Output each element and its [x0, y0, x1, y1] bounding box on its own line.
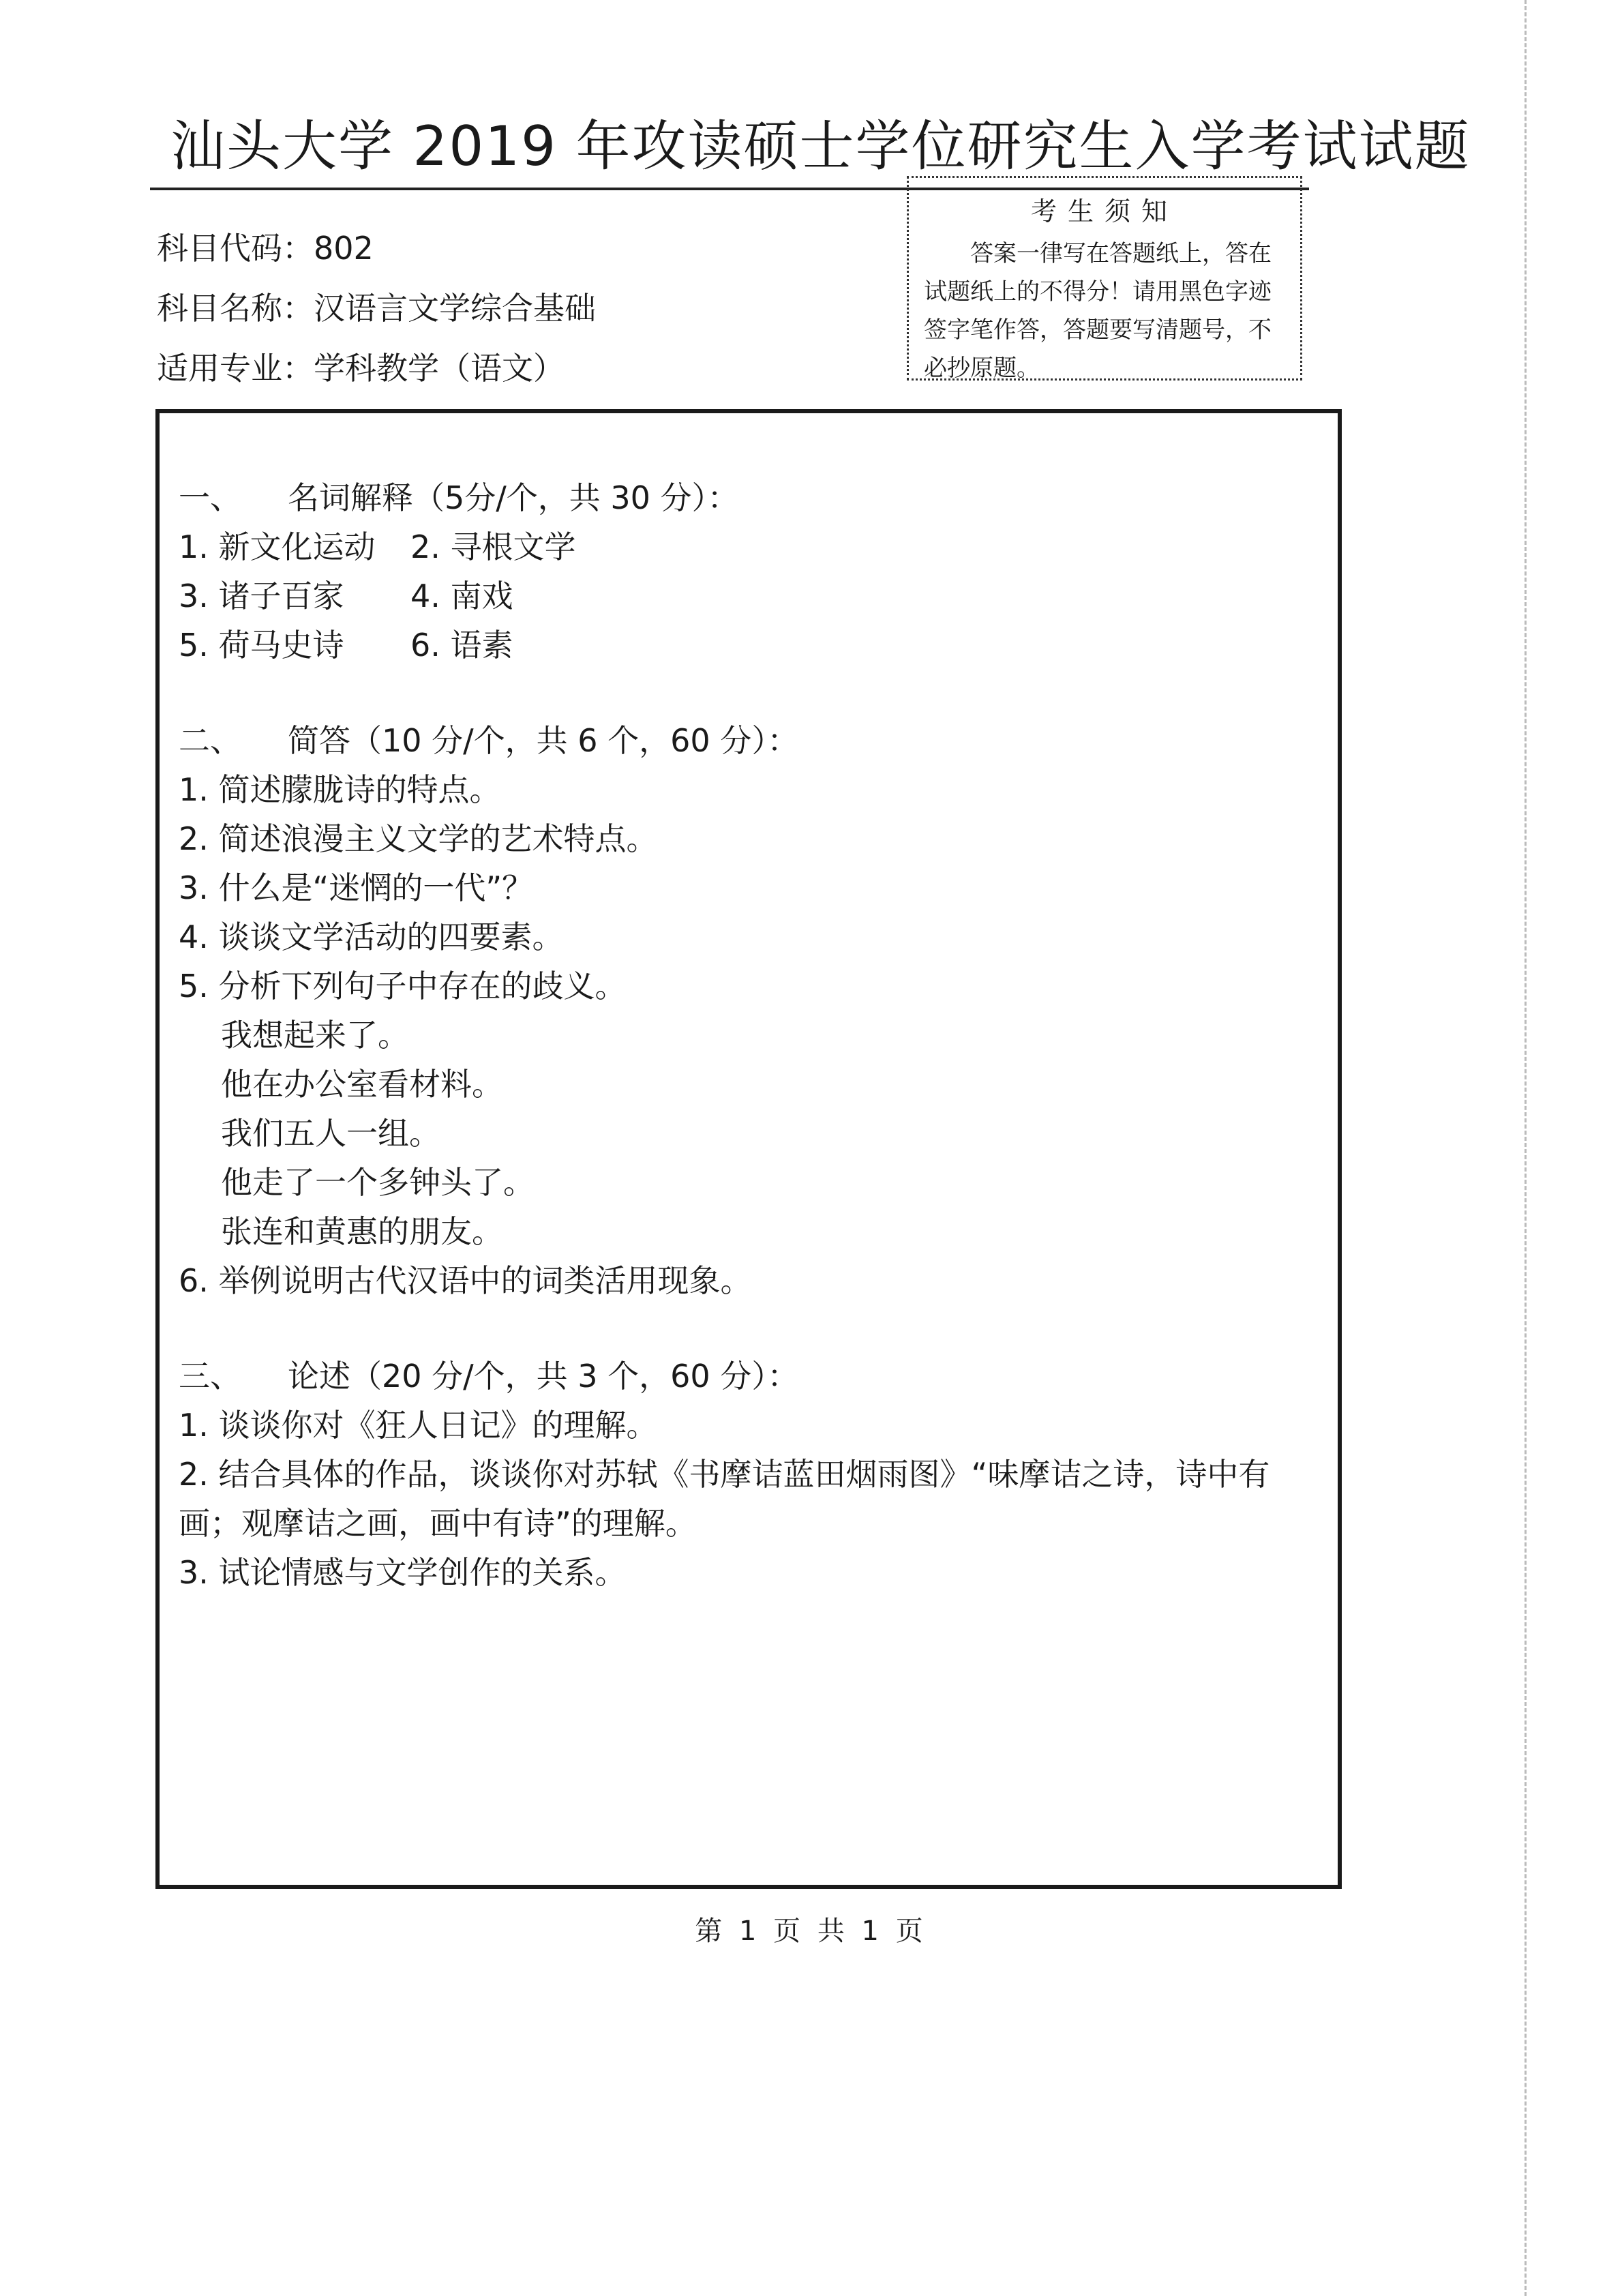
term-row — [179, 621, 1324, 670]
section-2-title: 简答（10 分/个，共 6 个，60 分）： — [288, 722, 799, 759]
notice-title: 考生须知 — [1030, 196, 1178, 226]
page-number: 第 1 页 共 1 页 — [695, 1915, 927, 1947]
term-item: 1. 新文化运动 — [179, 528, 376, 565]
essay-question: 3. 试论情感与文学创作的关系。 — [179, 1554, 627, 1591]
question-item: 6. 举例说明古代汉语中的词类活用现象。 — [179, 1262, 752, 1299]
candidate-notice-box — [907, 176, 1302, 381]
term-item: 6. 语素 — [410, 627, 513, 664]
term-row — [179, 571, 1324, 621]
essay-question: 2. 结合具体的作品，谈谈你对苏轼《书摩诘蓝田烟雨图》“味摩诘之诗，诗中有画；观摩诘之画，画中有诗”的理解。 — [179, 1456, 1270, 1542]
term-item: 3. 诸子百家 — [179, 578, 344, 614]
ambiguous-sentence: 他走了一个多钟头了。 — [221, 1164, 535, 1201]
ambiguous-sentence: 我想起来了。 — [221, 1017, 409, 1054]
question-item: 4. 谈谈文学活动的四要素。 — [179, 919, 564, 955]
questions-content — [179, 473, 1324, 1597]
section-3-heading — [179, 1352, 1324, 1401]
section-2-heading — [179, 716, 1324, 765]
section-1-heading — [179, 473, 1324, 522]
ambiguous-sentence: 他在办公室看材料。 — [221, 1066, 503, 1103]
ambiguous-sentence: 张连和黄惠的朋友。 — [221, 1213, 503, 1250]
exam-title: 汕头大学 2019 年攻读硕士学位研究生入学考试试题 — [170, 115, 1471, 178]
section-spacer — [179, 1305, 1324, 1352]
section-spacer — [179, 670, 1324, 716]
question-item: 5. 分析下列句子中存在的歧义。 — [179, 968, 627, 1004]
section-3-title: 论述（20 分/个，共 3 个，60 分）： — [288, 1358, 799, 1395]
question-item: 3. 什么是“迷惘的一代”？ — [179, 869, 534, 906]
scan-edge-line — [1525, 0, 1527, 2296]
section-1-number: 一、 — [179, 479, 241, 516]
term-row — [179, 522, 1324, 571]
notice-body: 答案一律写在答题纸上，答在试题纸上的不得分！请用黑色字迹签字笔作答，答题要写清题号，不必抄原题。 — [924, 240, 1272, 382]
term-item: 2. 寻根文学 — [410, 528, 576, 565]
subject-code: 科目代码：802 — [157, 230, 374, 267]
term-item: 5. 荷马史诗 — [179, 627, 344, 664]
question-item: 2. 简述浪漫主义文学的艺术特点。 — [179, 820, 658, 857]
exam-meta — [157, 218, 596, 398]
term-item: 4. 南戏 — [410, 578, 513, 614]
applicable-major: 适用专业：学科教学（语文） — [157, 350, 565, 387]
section-2-number: 二、 — [179, 722, 241, 759]
subject-name: 科目名称：汉语言文学综合基础 — [157, 290, 596, 327]
questions-box — [155, 409, 1342, 1889]
section-3-number: 三、 — [179, 1358, 241, 1395]
section-1-title: 名词解释（5分/个，共 30 分）： — [288, 479, 739, 516]
ambiguous-sentence: 我们五人一组。 — [221, 1115, 440, 1152]
essay-question: 1. 谈谈你对《狂人日记》的理解。 — [179, 1407, 658, 1444]
question-item: 1. 简述朦胧诗的特点。 — [179, 771, 501, 808]
term-list — [179, 522, 1324, 670]
